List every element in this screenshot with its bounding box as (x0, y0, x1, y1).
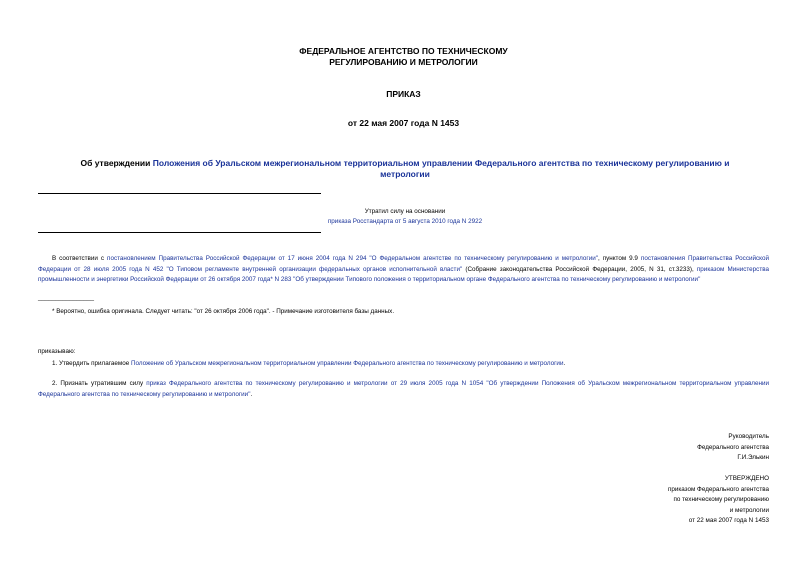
approval-line-4: и метрологии (729, 506, 769, 514)
government-decree-452-link[interactable]: постановления Правительства Российской Федерации от 28 июля 2005 года N 452 "О Типовом регламенте внутренней организации федеральных органов исполнительной власти" (38, 255, 770, 273)
status-note: Утратил силу на основании (364, 208, 446, 215)
document-date: от 22 мая 2007 года N 1453 (347, 118, 460, 128)
approval-block (569, 474, 769, 527)
preamble-paragraph (38, 254, 769, 286)
signature-position: Руководитель (728, 433, 769, 440)
agency-name-line1: ФЕДЕРАЛЬНОЕ АГЕНТСТВО ПО ТЕХНИЧЕСКОМУ (299, 46, 508, 56)
order-item-1 (38, 359, 769, 370)
item2-suffix: . (250, 390, 253, 398)
preamble-text-3: (Собрание законодательства Российской Федерации, 2005, N 31, ст.3233), (462, 265, 697, 273)
status-note-link-wrap (260, 217, 550, 227)
title-prefix: Об утверждении (80, 158, 153, 168)
document-type: ПРИКАЗ (386, 89, 421, 99)
order-1054-link[interactable]: приказ Федерального агентства по техническому регулированию и метрологии от 29 июля 2005 года N 1054 "Об утверждении Положения об Уральском межрегиональном территориальном управлении Федерального агентства по техническому регулированию и метрологии" (38, 380, 769, 398)
divider-top (38, 193, 321, 194)
item1-suffix: . (563, 360, 566, 367)
title-regulation-link[interactable]: Положения об Уральском межрегиональном территориальном управлении Федерального агентства по техническому регулированию и метрологии (152, 158, 730, 179)
footnote-text: * Вероятно, ошибка оригинала. Следует читать: "от 26 октября 2006 года". - Примечание изготовителя базы данных. (52, 308, 395, 315)
order-intro: приказываю: (38, 348, 76, 355)
preamble-text-1: В соответствии с (52, 255, 108, 262)
signature-name: Г.И.Элькин (737, 454, 769, 461)
approval-line-2: приказом Федерального агентства (667, 485, 769, 493)
repeal-order-link[interactable]: приказа Росстандарта от 5 августа 2010 года N 2922 (327, 218, 483, 225)
signature-block (569, 432, 769, 464)
approval-line-5: от 22 мая 2007 года N 1453 (688, 517, 769, 524)
approval-heading: УТВЕРЖДЕНО (724, 475, 769, 482)
preamble-text-2: , пунктом 9.9 (597, 255, 641, 262)
ministry-order-283-link[interactable]: приказом Министерства промышленности и энергетики Российской Федерации от 26 октября 2007 года* N 283 "Об утверждении Типового положения о территориальном органе Федерального агентства по техническому регулированию и метрологии" (38, 265, 769, 283)
government-decree-294-link[interactable]: постановлением Правительства Российской Федерации от 17 июня 2004 года N 294 "О Федеральном агентстве по техническому регулированию и метрологии" (107, 255, 598, 262)
regulation-appendix-link[interactable]: Положение об Уральском межрегиональном территориальном управлении Федерального агентства по техническому регулированию и метрологии (130, 360, 564, 367)
order-item-2 (38, 379, 769, 400)
divider-bottom (38, 232, 321, 233)
agency-name-line2: РЕГУЛИРОВАНИЮ И МЕТРОЛОГИИ (329, 57, 478, 67)
document-title (60, 158, 750, 179)
item2-prefix: 2. Признать утратившим силу (52, 380, 147, 387)
footnote-divider: ________________ (38, 294, 95, 301)
item1-prefix: 1. Утвердить прилагаемое (52, 360, 131, 367)
signature-agency: Федерального агентства (697, 443, 769, 451)
approval-line-3: по техническому регулированию (673, 496, 769, 503)
